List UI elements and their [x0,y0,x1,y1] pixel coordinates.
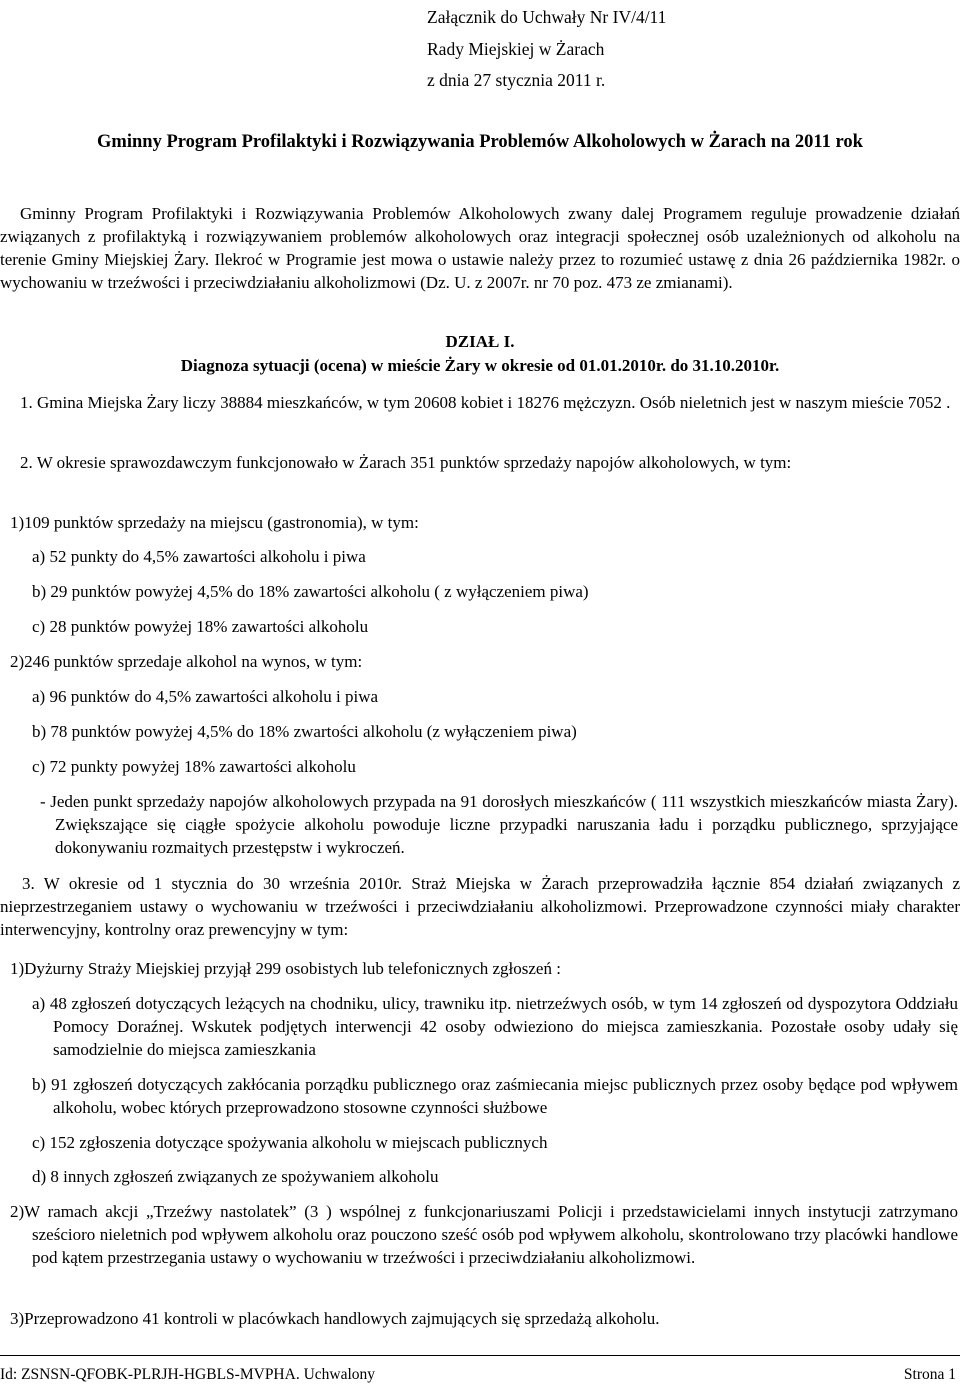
paragraph-population: 1. Gmina Miejska Żary liczy 38884 mieszkańców, w tym 20608 kobiet i 18276 mężczyzn. Osób nieletnich jest w naszym mieście 7052 . [20,393,951,412]
document-id: Id: ZSNSN-QFOBK-PLRJH-HGBLS-MVPHA. Uchwalony [0,1366,376,1383]
intro-paragraph: Gminny Program Profilaktyki i Rozwiązywania Problemów Alkoholowych zwany dalej Programem reguluje prowadzenie działań związanych z profilaktyką i rozwiązywaniem problemów alkoholowych oraz integracji społecznej osób uzależnionych od alkoholu na terenie Gminy Miejskiej Żary. Ilekroć w Programie jest mowa o ustawie należy przez to rozumieć ustawę z dnia 26 października 1982r. o wychowaniu w trzeźwości i przeciwdziałaniu alkoholizmowi (Dz. U. z 2007r. nr 70 poz. 473 ze zmianami). [0,204,960,292]
controls-paragraph: 3)Przeprowadzono 41 kontroli w placówkach handlowych zajmujących się sprzedażą alkoholu. [10,1309,660,1328]
duty-item-a: a) 48 zgłoszeń dotyczących leżących na chodniku, ulicy, trawniku itp. nietrzeźwych osób, w tym 14 zgłoszeń od dyspozytora Oddziału Pomocy Doraźnej. Wskutek podjętych interwencji 42 osoby odwieziono do miejsca zamieszkania. Pozostałe osoby udały się samodzielnie do miejsca zamieszkania [32,994,958,1059]
takeaway-item-c: c) 72 punkty powyżej 18% zawartości alkoholu [32,757,356,776]
header-line-2: Rady Miejskiej w Żarach [427,38,605,59]
section-heading: DZIAŁ I. [445,332,515,351]
header-line-1: Załącznik do Uchwały Nr IV/4/11 [427,7,667,27]
duty-item-b: b) 91 zgłoszeń dotyczących zakłócania porządku publicznego oraz zaśmiecania miejsc publicznych przez osoby będące pod wpływem alkoholu, wobec których przeprowadzono stosowne czynności służbowe [32,1075,958,1117]
page-footer [0,1355,960,1387]
on-site-item-a: a) 52 punkty do 4,5% zawartości alkoholu i piwa [32,547,366,566]
dash-note: - Jeden punkt sprzedaży napojów alkoholowych przypada na 91 dorosłych mieszkańców ( 111 wszystkich mieszkańców miasta Żary). Zwiększające się ciągłe spożycie alkoholu powoduje liczne przypadki naruszania ładu i porządku publicznego, sprzyjające dokonywaniu rozmaitych przestępstw i wykroczeń. [40,792,958,857]
action-paragraph: 2)W ramach akcji „Trzeźwy nastolatek” (3 ) wspólnej z funkcjonariuszami Policji i przedstawicielami innych instytucji zatrzymano sześcioro nieletnich pod wpływem alkoholu oraz pouczono sześć osób pod wpływem alkoholu, skontrolowano trzy placówki handlowe pod kątem przestrzegania ustawy o wychowaniu w trzeźwości i przeciwdziałaniu alkoholizmowi. [10,1202,958,1267]
document-title: Gminny Program Profilaktyki i Rozwiązywania Problemów Alkoholowych w Żarach na 2011 rok [97,132,863,152]
on-site-item-c: c) 28 punktów powyżej 18% zawartości alkoholu [32,617,369,636]
takeaway-label: 2)246 punktów sprzedaje alkohol na wynos, w tym: [10,652,363,671]
takeaway-item-a: a) 96 punktów do 4,5% zawartości alkoholu i piwa [32,687,379,706]
takeaway-item-b: b) 78 punktów powyżej 4,5% do 18% zwartości alkoholu (z wyłączeniem piwa) [32,722,577,741]
section-subheading: Diagnoza sytuacji (ocena) w mieście Żary w okresie od 01.01.2010r. do 31.10.2010r. [180,356,780,375]
page-number: Strona 1 [903,1366,956,1383]
paragraph-city-guard: 3. W okresie od 1 stycznia do 30 września 2010r. Straż Miejska w Żarach przeprowadziła łącznie 854 działań związanych z nieprzestrzeganiem ustawy o wychowaniu w trzeźwości i przeciwdziałaniu alkoholizmowi. Przeprowadzone czynności miały charakter interwencyjny, kontrolny oraz prewencyjny w tym: [0,874,960,939]
duty-label: 1)Dyżurny Straży Miejskiej przyjął 299 osobistych lub telefonicznych zgłoszeń : [10,959,561,978]
on-site-label: 1)109 punktów sprzedaży na miejscu (gastronomia), w tym: [10,513,419,532]
attachment-header [427,2,666,97]
duty-item-c: c) 152 zgłoszenia dotyczące spożywania alkoholu w miejscach publicznych [32,1133,548,1152]
duty-item-d: d) 8 innych zgłoszeń związanych ze spożywaniem alkoholu [32,1167,439,1186]
on-site-item-b: b) 29 punktów powyżej 4,5% do 18% zawartości alkoholu ( z wyłączeniem piwa) [32,582,589,601]
header-line-3: z dnia 27 stycznia 2011 r. [427,70,606,90]
paragraph-sales-points: 2. W okresie sprawozdawczym funkcjonowało w Żarach 351 punktów sprzedaży napojów alkoholowych, w tym: [20,453,792,472]
